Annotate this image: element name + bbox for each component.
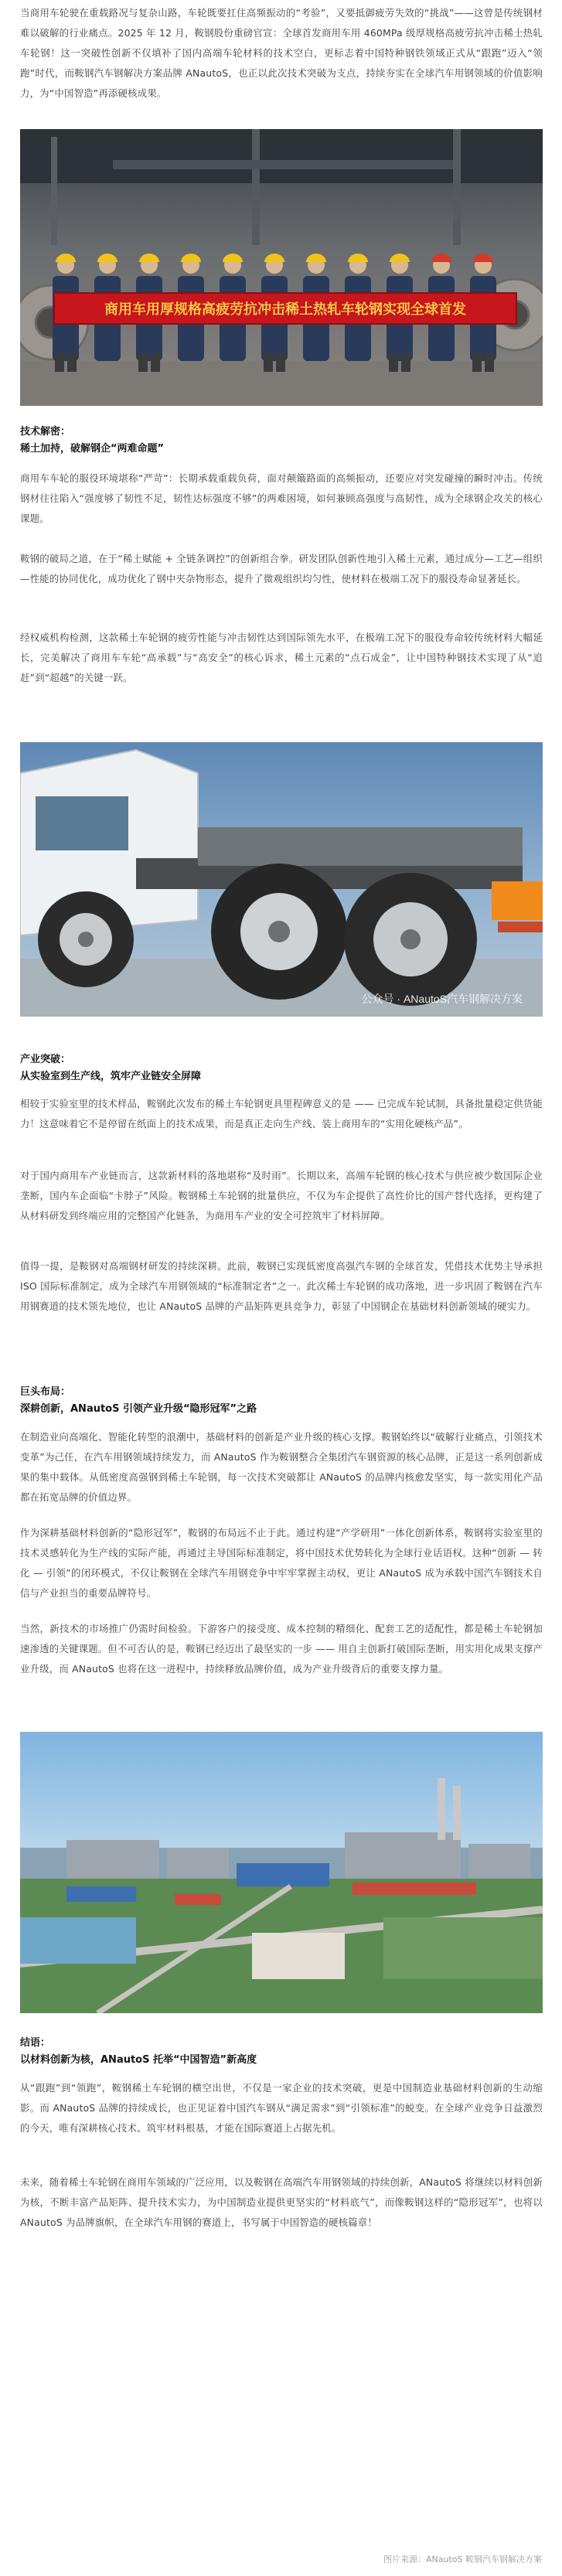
section-label: 产业突破：	[20, 1054, 71, 1065]
paragraph: 相较于实验室里的技术样品，鞍钢此次发布的稀土车轮钢更具里程碑意义的是 —— 已完成车轮试制，具备批量稳定供货能力！这意味着它不是停留在纸面上的技术成果，而是真正走向生产线、装上商用车的“实用化硬核产品”。	[20, 1098, 543, 1130]
photo-aerial-plant	[20, 1732, 543, 2013]
section-industry-para-2	[20, 1166, 543, 1226]
section-tech-para-3	[20, 628, 543, 688]
paragraph: 当然，新技术的市场推广仍需时间检验。下游客户的接受度、成本控制的精细化、配套工艺的适配性，都是稀土车轮钢加速渗透的关键课题。但不可否认的是，鞍钢已经迈出了最坚实的一步 —— 用自主创新打破国际垄断，用实用化成果支撑产业升级，而 ANautoS 也将在这一进程中，持续释放品牌价值，成为产业升级背后的重要支撑力量。	[20, 1623, 543, 1675]
section-industry-para-3	[20, 1256, 543, 1317]
paragraph: 在制造业向高端化、智能化转型的浪潮中，基础材料的创新是产业升级的核心支撑。鞍钢始终以“破解行业痛点，引领技术变革”为己任，在汽车用钢领域持续发力，而 ANautoS 作为鞍钢整合全集团汽车钢资源的核心品牌，正是这一系列创新成果的集中载体。从低密度高强钢到稀土车轮钢，每一次技术突破都让 ANautoS 的品牌内核愈发坚实，每一款实用化产品都在拓宽品牌的价值边界。	[20, 1431, 543, 1503]
section-title: 深耕创新，ANautoS 引领产业升级“隐形冠军”之路	[20, 1403, 257, 1415]
photo-watermark: 公众号 · ANautoS汽车钢解决方案	[361, 993, 523, 1005]
section-title: 稀土加持，破解钢企“两难命题”	[20, 443, 165, 455]
section-label: 巨头布局：	[20, 1386, 71, 1398]
section-label: 技术解密：	[20, 426, 71, 438]
section-layout-para-2	[20, 1523, 543, 1603]
section-title: 从实验室到生产线，筑牢产业链安全屏障	[20, 1071, 202, 1082]
paragraph: 从“跟跑”到“领跑”，鞍钢稀土车轮钢的横空出世，不仅是一家企业的技术突破，更是中国制造业基础材料创新的生动缩影。而 ANautoS 品牌的持续成长，也正见证着中国汽车钢从“满足需求”到“引领标准”的蜕变。在全球产业竞争日益激烈的今天，唯有深耕核心技术、筑牢材料根基，才能在国际赛道上占据先机。	[20, 2082, 543, 2134]
section-tech-para-1	[20, 469, 543, 529]
section-tech	[20, 424, 543, 458]
image-source-caption: 图片来源：ANautoS 鞍钢汽车钢解决方案	[383, 2554, 542, 2564]
section-conclusion	[20, 2035, 543, 2069]
section-layout	[20, 1384, 543, 1418]
section-tech-para-2	[20, 549, 543, 589]
paragraph: 鞍钢的破局之道，在于“稀土赋能 + 全链条调控”的创新组合拳。研发团队创新性地引入稀土元素，通过成分—工艺—组织—性能的协同优化，成功优化了钢中夹杂物形态，提升了微观组织均匀性，使材料在极端工况下的服役寿命显著延长。	[20, 553, 543, 584]
paragraph: 作为深耕基础材料创新的“隐形冠军”，鞍钢的布局远不止于此。通过构建“产学研用”一体化创新体系，鞍钢将实验室里的技术灵感转化为生产线的实际产能，再通过主导国际标准制定，将中国技术优势转化为全球行业话语权。这种“创新 — 转化 — 引领”的闭环模式，不仅让鞍钢在全球汽车用钢竞争中牢牢掌握主动权，更让 ANautoS 成为承载中国汽车钢技术自信与产业担当的重要品牌符号。	[20, 1527, 543, 1599]
photo-truck-wheels	[20, 742, 543, 1017]
section-title: 以材料创新为核，ANautoS 托举“中国智造”新高度	[20, 2054, 257, 2066]
section-industry-para-1	[20, 1094, 543, 1134]
section-label: 结语：	[20, 2037, 51, 2049]
section-conclusion-para-2	[20, 2172, 543, 2233]
paragraph: 经权威机构检测，这款稀土车轮钢的疲劳性能与冲击韧性达到国际领先水平，在极端工况下的服役寿命较传统材料大幅延长，完美解决了商用车车轮“高承载”与“高安全”的核心诉求，稀土元素的“点石成金”，让中国特种钢技术实现了从“追赶”到“超越”的关键一跃。	[20, 632, 543, 683]
intro-paragraph: 当商用车轮驶在重载路况与复杂山路，车轮既要扛住高频振动的“考验”，又要抵御疲劳失效的“挑战”——这曾是传统钢材难以破解的行业痛点。2025 年 12 月，鞍钢股份重磅官宣：全球首发商用车用 460MPa 级厚规格高疲劳抗冲击稀土热轧车轮钢！这一突破性创新不仅填补了国内高端车轮材料的技术空白，更标志着中国特种钢铁领域正式从“跟跑”迈入“领跑”时代，而鞍钢汽车钢解决方案品牌 ANautoS，也正以此次技术突破为支点，持续夯实在全球汽车用钢领域的价值影响力，为“中国智造”再添硬核成果。	[20, 7, 543, 99]
section-conclusion-para-1	[20, 2078, 543, 2138]
intro-block	[20, 3, 543, 104]
banner-text: 商用车用厚规格高疲劳抗冲击稀土热轧车轮钢实现全球首发	[104, 302, 466, 317]
photo-workers-banner	[20, 129, 543, 406]
section-layout-para-1	[20, 1427, 543, 1508]
paragraph: 对于国内商用车产业链而言，这款新材料的落地堪称“及时雨”。长期以来，高端车轮钢的核心技术与供应被少数国际企业垄断，国内车企面临“卡脖子”风险。鞍钢稀土车轮钢的批量供应，不仅为车企提供了高性价比的国产替代选择，更构建了从材料研发到终端应用的完整国产化链条，为商用车产业的安全可控筑牢了材料屏障。	[20, 1170, 543, 1222]
paragraph: 值得一提，是鞍钢对高端钢材研发的持续深耕。此前，鞍钢已实现低密度高强汽车钢的全球首发，凭借技术优势主导承担 ISO 国际标准制定，成为全球汽车用钢领域的“标准制定者”之一。此次稀土车轮钢的成功落地，进一步巩固了鞍钢在汽车用钢赛道的技术领先地位，也让 ANautoS 品牌的产品矩阵更具竞争力，彰显了中国钢企在基础材料创新领域的硬实力。	[20, 1260, 543, 1312]
section-industry	[20, 1051, 543, 1085]
paragraph: 未来，随着稀土车轮钢在商用车领域的广泛应用，以及鞍钢在高端汽车用钢领域的持续创新，ANautoS 将继续以材料创新为核，不断丰富产品矩阵、提升技术实力，为中国制造业提供更坚实的“材料底气”，而像鞍钢这样的“隐形冠军”，也将以 ANautoS 为品牌旗帜，在全球汽车用钢的赛道上，书写属于中国智造的硬核篇章！	[20, 2176, 543, 2228]
paragraph: 商用车车轮的服役环境堪称“严苛”：长期承载重载负荷，面对颠簸路面的高频振动，还要应对突发碰撞的瞬时冲击。传统钢材往往陷入“强度够了韧性不足，韧性达标强度不够”的两难困境，如何兼顾高强度与高韧性，成为全球钢企攻关的核心课题。	[20, 472, 543, 524]
section-layout-para-3	[20, 1619, 543, 1679]
